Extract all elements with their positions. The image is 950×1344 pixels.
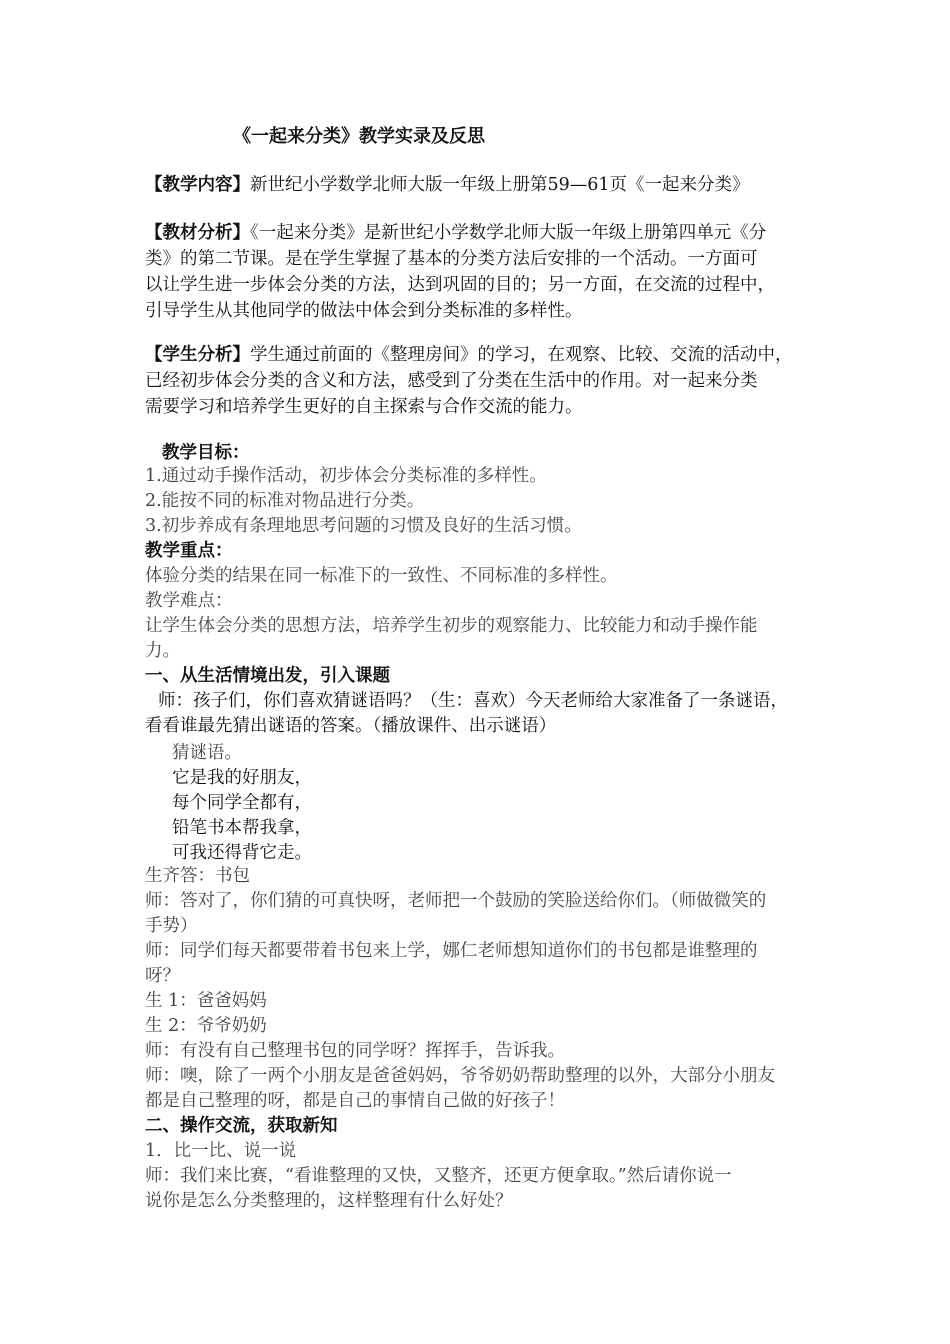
section1-line: 看看谁最先猜出谜语的答案。（播放课件、出示谜语） bbox=[145, 716, 557, 736]
dialog-line: 生 1：爸爸妈妈 bbox=[145, 991, 267, 1011]
dialog-line: 师：噢，除了一两个小朋友是爸爸妈妈，爷爷奶奶帮助整理的以外，大部分小朋友 bbox=[145, 1066, 775, 1086]
goal-item: 2.能按不同的标准对物品进行分类。 bbox=[145, 491, 425, 511]
teaching-content-text: 新世纪小学数学北师大版一年级上册第59—61页《一起来分类》 bbox=[250, 175, 750, 195]
dialog-line: 师：有没有自己整理书包的同学呀？挥挥手，告诉我。 bbox=[145, 1041, 565, 1061]
difficulty-line: 让学生体会分类的思想方法，培养学生初步的观察能力、比较能力和动手操作能 bbox=[145, 616, 758, 636]
document-title: 《一起来分类》教学实录及反思 bbox=[233, 126, 485, 147]
material-analysis-label: 【教材分析】 bbox=[145, 223, 250, 243]
section2-subheading: 1．比一比、说一说 bbox=[145, 1141, 297, 1161]
key-point-heading: 教学重点： bbox=[145, 541, 233, 561]
difficulty-heading: 教学难点： bbox=[145, 591, 233, 611]
section2-heading: 二、操作交流，获取新知 bbox=[145, 1116, 338, 1136]
section1-line: 师：孩子们，你们喜欢猜谜语吗？（生：喜欢）今天老师给大家准备了一条谜语， bbox=[158, 691, 788, 711]
material-analysis-line: 类》的第二节课。是在学生掌握了基本的分类方法后安排的一个活动。一方面可 bbox=[145, 249, 758, 269]
riddle-line: 铅笔书本帮我拿， bbox=[172, 818, 312, 838]
student-analysis-text: 学生通过前面的《整理房间》的学习，在观察、比较、交流的活动中， bbox=[250, 345, 793, 365]
dialog-line: 呀？ bbox=[145, 966, 180, 986]
teaching-content-label: 【教学内容】 bbox=[145, 175, 250, 195]
riddle-line: 它是我的好朋友， bbox=[172, 768, 312, 788]
material-analysis-line: 引导学生从其他同学的做法中体会到分类标准的多样性。 bbox=[145, 301, 583, 321]
section1-heading: 一、从生活情境出发，引入课题 bbox=[145, 666, 390, 686]
riddle-line: 可我还得背它走。 bbox=[172, 843, 312, 863]
dialog-line: 师：答对了，你们猜的可真快呀，老师把一个鼓励的笑脸送给你们。（师做微笑的 bbox=[145, 891, 767, 911]
material-analysis-line: 以让学生进一步体会分类的方法，达到巩固的目的；另一方面，在交流的过程中， bbox=[145, 275, 775, 295]
section2-line: 师：我们来比赛，“看谁整理的又快，又整齐，还更方便拿取。”然后请你说一 bbox=[145, 1166, 732, 1186]
goal-item: 3.初步养成有条理地思考问题的习惯及良好的生活习惯。 bbox=[145, 516, 582, 536]
student-analysis-line: 已经初步体会分类的含义和方法，感受到了分类在生活中的作用。对一起来分类 bbox=[145, 371, 758, 391]
material-analysis-text: 《一起来分类》是新世纪小学数学北师大版一年级上册第四单元《分 bbox=[250, 223, 767, 243]
dialog-line: 生 2：爷爷奶奶 bbox=[145, 1016, 267, 1036]
material-analysis-line bbox=[145, 220, 766, 246]
section2-line: 说你是怎么分类整理的，这样整理有什么好处？ bbox=[145, 1191, 513, 1211]
riddle-line: 猜谜语。 bbox=[172, 743, 242, 763]
key-point-text: 体验分类的结果在同一标准下的一致性、不同标准的多样性。 bbox=[145, 566, 618, 586]
student-analysis-label: 【学生分析】 bbox=[145, 345, 250, 365]
dialog-line: 都是自己整理的呀，都是自己的事情自己做的好孩子！ bbox=[145, 1091, 565, 1111]
dialog-line: 师：同学们每天都要带着书包来上学，娜仁老师想知道你们的书包都是谁整理的 bbox=[145, 941, 758, 961]
dialog-line: 生齐答：书包 bbox=[145, 866, 250, 886]
dialog-line: 手势） bbox=[145, 916, 198, 936]
goals-heading: 教学目标： bbox=[162, 443, 250, 463]
riddle-line: 每个同学全都有， bbox=[172, 793, 312, 813]
goal-item: 1.通过动手操作活动，初步体会分类标准的多样性。 bbox=[145, 466, 547, 486]
difficulty-line: 力。 bbox=[145, 641, 180, 661]
student-analysis-line bbox=[145, 342, 793, 368]
student-analysis-line: 需要学习和培养学生更好的自主探索与合作交流的能力。 bbox=[145, 397, 583, 417]
teaching-content-paragraph bbox=[145, 172, 750, 198]
